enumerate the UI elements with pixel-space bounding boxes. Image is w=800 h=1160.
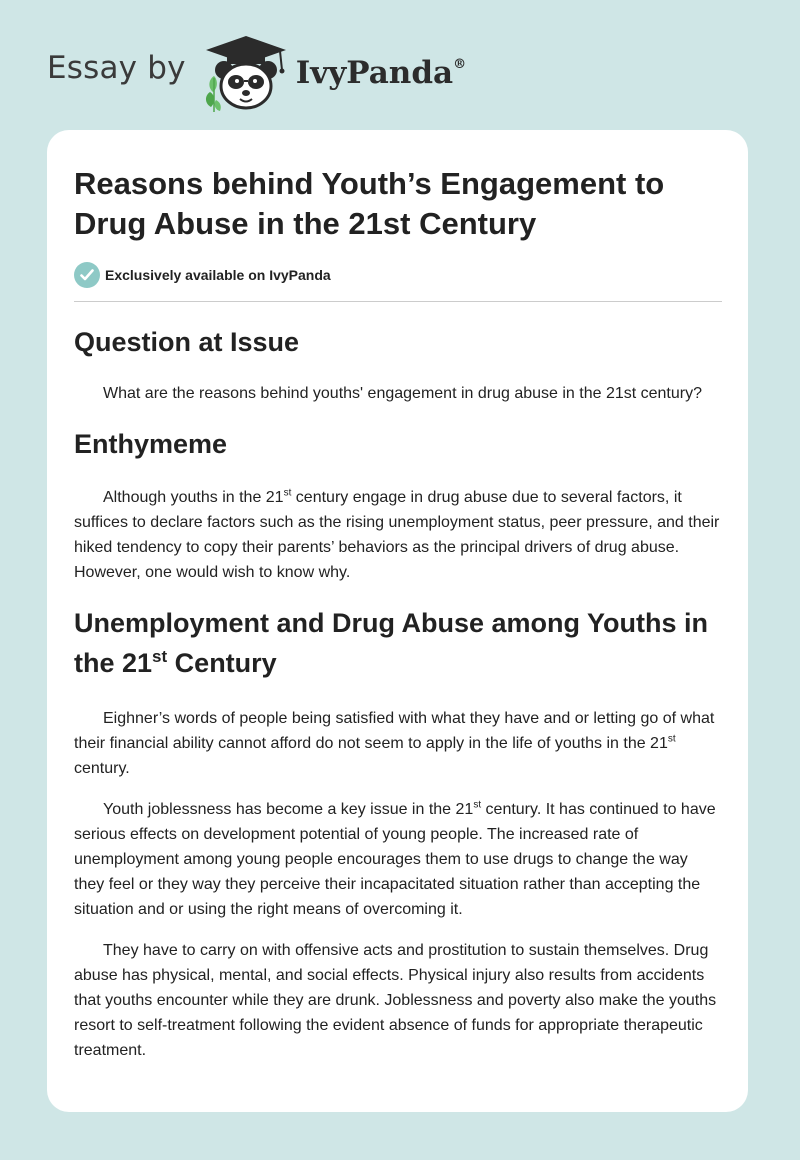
registered-mark: ® — [453, 56, 467, 72]
paragraph: They have to carry on with offensive acts and prostitution to sustain themselves. Drug abuse has physical, mental, and social effects. Physical injury also results from accidents that youths encounter while they are drunk. Joblessness and poverty also make the youths resort to self-treatment following the evident absence of funds for appropriate therapeutic treatment. — [74, 942, 717, 1059]
check-circle-icon — [74, 262, 100, 288]
paragraph: Although youths in the 21st century engage in drug abuse due to several factors, it suffices to declare factors such as the rising unemployment status, peer pressure, and their hiked tendency to copy their parents’ behaviors as the principal drivers of drug abuse. However, one would wish to know why. — [74, 487, 720, 581]
divider — [74, 301, 722, 302]
exclusive-label: Exclusively available on IvyPanda — [105, 267, 331, 283]
exclusive-badge — [74, 261, 722, 289]
section-heading-unemployment: Unemployment and Drug Abuse among Youths in the 21st Century — [74, 608, 709, 678]
ivypanda-logo-icon — [200, 34, 292, 114]
section-heading-enthymeme: Enthymeme — [74, 429, 228, 459]
brand-header[interactable] — [47, 34, 466, 114]
section-heading-question: Question at Issue — [74, 327, 300, 357]
paragraph: Youth joblessness has become a key issue in the 21st century. It has continued to have serious effects on development potential of young people. The increased rate of unemployment among young people encourages them to use drugs to change the way they feel or they way they perceive their incapacitated situation rather than accepting the situation and or using the right means of overcoming it. — [74, 799, 716, 918]
paragraph: What are the reasons behind youths' engagement in drug abuse in the 21st century? — [103, 385, 702, 402]
essay-card — [47, 130, 748, 1112]
brand-prefix: Essay by — [47, 50, 186, 86]
brand-name: IvyPanda® — [295, 55, 467, 91]
essay-title: Reasons behind Youth’s Engagement to Drug Abuse in the 21st Century — [74, 166, 665, 241]
paragraph: Eighner’s words of people being satisfied with what they have and or letting go of what their financial ability cannot afford do not seem to apply in the life of youths in the 21st century. — [74, 710, 715, 777]
